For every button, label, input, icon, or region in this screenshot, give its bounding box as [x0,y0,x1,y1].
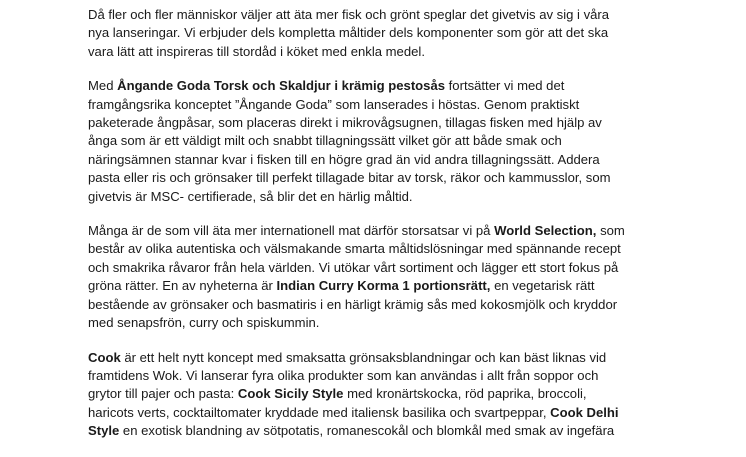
text-run: är ett helt nytt koncept med smaksatta grönsaksblandningar och kan bäst liknas vid [120,349,607,365]
text-run: med kronärtskocka, röd paprika, broccoli, [343,386,587,402]
bold-text-run: Cook Delhi [550,404,619,420]
bold-text-run: Ångande Goda Torsk och Skaldjur i krämig pestosås [117,78,446,94]
bold-text-run: World Selection, [494,223,597,239]
text-line [88,385,688,403]
text-line [88,314,688,332]
text-run: som [596,223,625,239]
text-line [88,277,688,295]
text-run: näringsämnen stannar kvar i fisken till en högre grad än vid andra tillagningssätt. Addera [88,151,600,167]
text-run: haricots verts, cocktailtomater kryddade med italiensk basilika och svartpeppar, [88,404,551,420]
text-line [88,151,688,169]
text-line [88,114,688,132]
paragraph-intro [88,6,688,61]
paragraph-cook [88,349,688,441]
text-run: fortsätter vi med det [445,78,565,94]
text-run: med senapsfrön, curry och spiskummin. [88,315,320,331]
text-run: består av olika autentiska och välsmakande smarta måltidslösningar med spännande recept [88,241,621,257]
text-line [88,43,688,61]
text-run: givetvis är MSC- certifierade, så blir det en härlig måltid. [88,188,413,204]
text-line [88,77,688,95]
text-line [88,24,688,42]
text-run: en exotisk blandning av sötpotatis, romanescokål och blomkål med smak av ingefära [119,423,615,439]
text-run: vara lätt att inspireras till stordåd i köket med enkla medel. [88,43,425,59]
text-run: en vegetarisk rätt [490,278,595,294]
text-line [88,222,688,240]
bold-text-run: Indian Curry Korma 1 portionsrätt, [276,278,491,294]
text-run: paketerade ångpåsar, som placeras direkt i mikrovågsugnen, tillagas fisken med hjälp av [88,115,602,131]
text-line [88,422,688,440]
text-line [88,349,688,367]
text-run: framtidens Wok. Vi lanserar fyra olika produkter som kan användas i allt från soppor och [88,367,599,383]
text-line [88,259,688,277]
paragraph-world-selection [88,222,688,332]
bold-text-run: Style [88,423,120,439]
text-line [88,96,688,114]
text-run: Många är de som vill äta mer internationell mat därför storsatsar vi på [88,223,495,239]
text-run: pasta eller ris och grönsaker till perfekt tillagade bitar av torsk, räkor och kammusslor, som [88,170,611,186]
text-line [88,132,688,150]
text-run: Med [88,78,118,94]
text-line [88,367,688,385]
text-line [88,240,688,258]
text-run: grytor till pajer och pasta: [88,386,238,402]
text-line [88,169,688,187]
paragraph-angande-goda [88,77,688,206]
text-line [88,296,688,314]
text-run: bestående av grönsaker och basmatiris i en härligt krämig sås med kokosmjölk och kryddor [88,296,618,312]
text-run: gröna rätter. En av nyheterna är [88,278,277,294]
text-line [88,404,688,422]
bold-text-run: Cook Sicily Style [237,386,344,402]
document-body [88,6,688,457]
text-run: och smakrika råvaror från hela världen. Vi utökar vårt sortiment och lägger ett stort fokus på [88,259,619,275]
text-run: ånga som är ett väldigt milt och snabbt tillagningssätt vilket gör att både smak och [88,133,562,149]
text-line [88,6,688,24]
bold-text-run: Cook [88,349,121,365]
text-run: framgångsrika konceptet ”Ångande Goda” som lanserades i höstas. Genom praktiskt [88,96,580,112]
text-run: Då fler och fler människor väljer att äta mer fisk och grönt speglar det givetvis av sig i våra [88,7,610,22]
text-run: nya lanseringar. Vi erbjuder dels kompletta måltider dels komponenter som gör att det ska [88,25,609,41]
text-line [88,188,688,206]
